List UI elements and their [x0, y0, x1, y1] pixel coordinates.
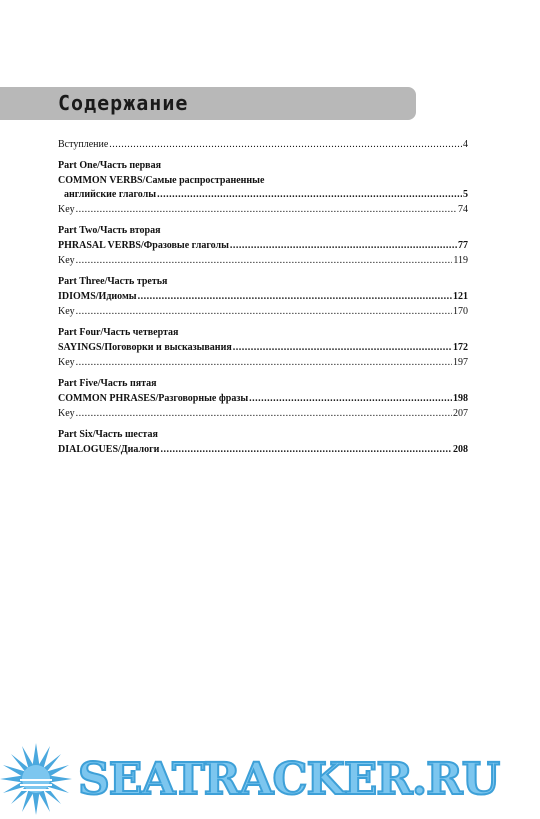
part-heading: Part Six/Часть шестая: [58, 429, 158, 440]
toc-entry-intro[interactable]: [58, 138, 468, 153]
part-heading: Part Three/Часть третья: [58, 276, 168, 287]
toc-entry-label: Вступление: [58, 139, 109, 150]
toc-entry-part2[interactable]: PHRASAL VERBS/Фразовые глаголы ..... 77: [58, 239, 468, 254]
toc-entry-key[interactable]: Key ..... 119: [58, 254, 468, 269]
page-title: Содержание: [58, 91, 189, 115]
toc-entry-part5[interactable]: COMMON PHRASES/Разговорные фразы ..... 198: [58, 392, 468, 407]
toc-entry-page: 4: [463, 139, 468, 150]
watermark-text: SEATRACKER.RU: [78, 754, 500, 805]
part-heading: Part Four/Часть четвертая: [58, 327, 179, 338]
toc-entry-key[interactable]: Key ..... 207: [58, 407, 468, 422]
toc-entry-part1[interactable]: английские глаголы ..... 5: [58, 188, 468, 203]
toc-entry-key[interactable]: Key ..... 197: [58, 356, 468, 371]
toc-entry-key[interactable]: Key ..... 170: [58, 305, 468, 320]
part-heading: Part One/Часть первая: [58, 160, 161, 171]
part-heading: Part Five/Часть пятая: [58, 378, 157, 389]
toc-entry-key[interactable]: Key ..... 74: [58, 203, 468, 218]
toc-entry-part4[interactable]: SAYINGS/Поговорки и высказывания ..... 172: [58, 341, 468, 356]
toc-entry-part6[interactable]: DIALOGUES/Диалоги ..... 208: [58, 443, 468, 458]
toc-entry-title: COMMON VERBS/Самые распространенные: [58, 175, 265, 186]
toc-entry-part3[interactable]: IDIOMS/Идиомы ..... 121: [58, 290, 468, 305]
table-of-contents: [58, 138, 468, 458]
part-heading: Part Two/Часть вторая: [58, 225, 161, 236]
